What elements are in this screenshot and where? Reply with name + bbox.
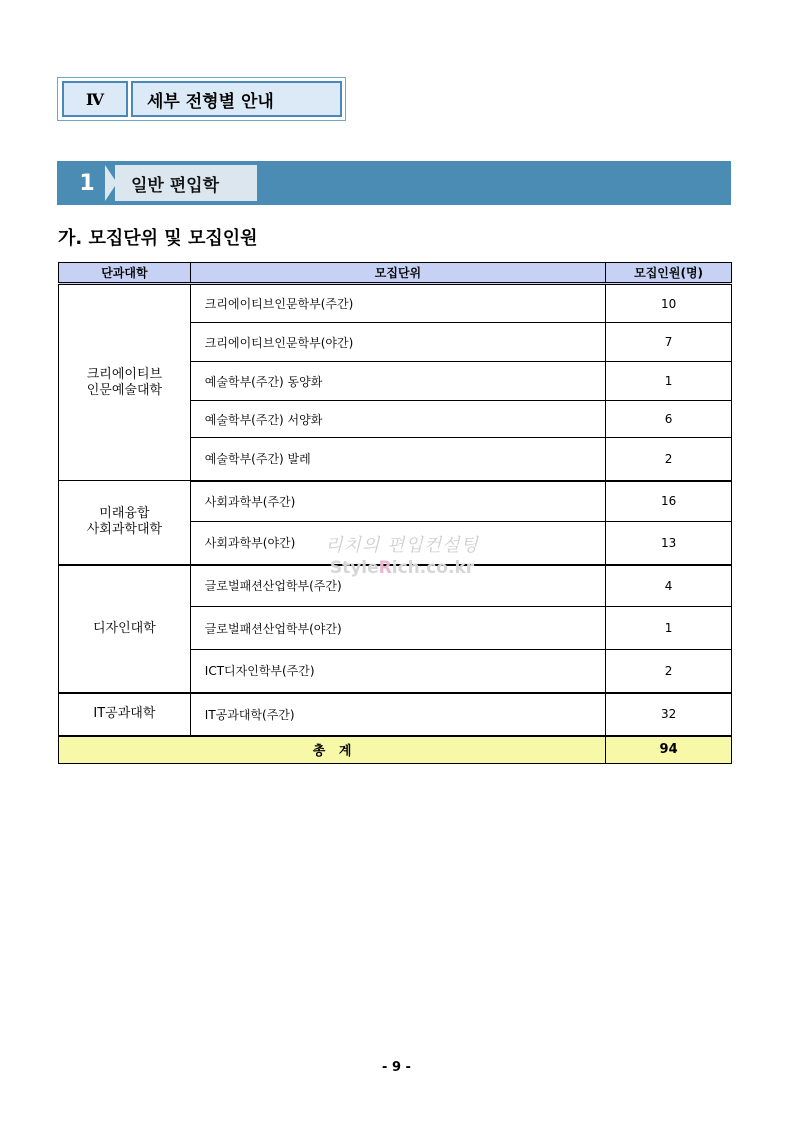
- count-cell: 7: [606, 323, 732, 362]
- college-name-line: 미래융합: [99, 506, 150, 522]
- subheading: 가. 모집단위 및 모집인원: [58, 228, 258, 249]
- unit-cell: 크리에이티브인문학부(야간): [190, 323, 605, 362]
- header-count: 모집인원(명): [606, 263, 732, 284]
- banner-title: 일반 편입학: [115, 165, 257, 201]
- unit-cell: IT공과대학(주간): [190, 693, 605, 736]
- unit-cell: 사회과학부(주간): [190, 481, 605, 522]
- count-cell: 1: [606, 362, 732, 401]
- count-cell: 16: [606, 481, 732, 522]
- unit-cell: 예술학부(주간) 서양화: [190, 401, 605, 438]
- table-row: [59, 693, 732, 736]
- total-value: 94: [606, 736, 732, 764]
- college-name-line: 인문예술대학: [86, 382, 163, 398]
- college-name-line: 사회과학대학: [86, 522, 163, 538]
- count-cell: 13: [606, 522, 732, 565]
- college-name-line: IT공과대학: [93, 706, 156, 721]
- section-header: [57, 77, 346, 121]
- count-cell: 6: [606, 401, 732, 438]
- count-cell: 1: [606, 607, 732, 650]
- total-row: [59, 736, 732, 764]
- count-cell: 4: [606, 565, 732, 607]
- table-row: [59, 481, 732, 522]
- unit-cell: 사회과학부(야간): [190, 522, 605, 565]
- recruitment-table: [58, 262, 732, 764]
- watermark-line1: 리치의 편입컨설팅: [325, 535, 479, 556]
- unit-cell: 예술학부(주간) 발레: [190, 438, 605, 481]
- count-cell: 2: [606, 650, 732, 693]
- count-cell: 32: [606, 693, 732, 736]
- page-number: - 9 -: [382, 1060, 411, 1075]
- table-header-row: [59, 263, 732, 284]
- college-cell: [59, 284, 191, 481]
- section-title: 세부 전형별 안내: [131, 81, 342, 117]
- college-cell: [59, 693, 191, 736]
- watermark-part: R: [378, 558, 392, 578]
- unit-cell: 글로벌패션산업학부(야간): [190, 607, 605, 650]
- count-cell: 10: [606, 284, 732, 323]
- college-cell: [59, 481, 191, 565]
- section-number: Ⅳ: [62, 81, 128, 117]
- header-college: 단과대학: [59, 263, 191, 284]
- college-cell: [59, 565, 191, 693]
- unit-cell: ICT디자인학부(주간): [190, 650, 605, 693]
- college-name-line: 크리에이티브: [86, 366, 163, 382]
- count-cell: 2: [606, 438, 732, 481]
- total-label: 총 계: [59, 736, 606, 764]
- watermark-part: ich.co.kr: [391, 558, 475, 578]
- table-row: [59, 565, 732, 607]
- unit-cell: 예술학부(주간) 동양화: [190, 362, 605, 401]
- table-row: [59, 284, 732, 323]
- unit-cell: 크리에이티브인문학부(주간): [190, 284, 605, 323]
- subsection-banner: [57, 161, 731, 205]
- header-unit: 모집단위: [190, 263, 605, 284]
- banner-number: 1: [79, 170, 95, 196]
- watermark-part: Style: [329, 558, 379, 578]
- unit-cell: 글로벌패션산업학부(주간): [190, 565, 605, 607]
- college-name-line: 디자인대학: [93, 620, 156, 636]
